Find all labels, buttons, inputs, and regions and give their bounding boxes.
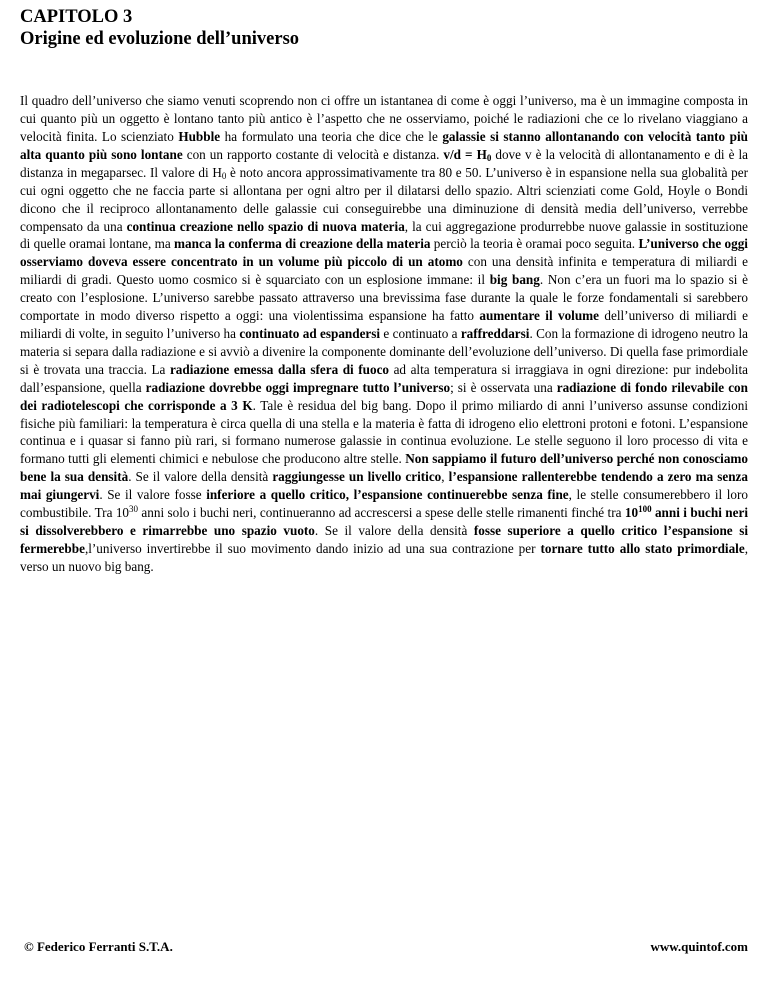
bold-run: raggiungesse un livello critico xyxy=(272,469,442,485)
text-run: è noto ancora approssimativamente tra 80 e 50. L’universo è in espansione nella sua globalità per cui ogni oggetto che ne faccia parte si allontana per ogni altro per il dilatarsi dello spazio. Altri scienziati come Gold, Hoyle o Bondi dicono che il reciproco allontanamento delle galassie cui conseguirebbe una diminuzione di densità media dell’universo, verrebbe compensato da una xyxy=(20,164,748,234)
text-run: ,l’universo invertirebbe il suo movimento dando inizio ad una sua contrazione per xyxy=(84,540,541,556)
text-run: . Con la formazione di idrogeno neutro la materia si separa dalla radiazione e si avviò a divenire la componente dominante dell’evoluzione dell’universo. Di quella fase primordiale si è trovata una traccia. La xyxy=(20,325,749,377)
text-run: ; si è osservata una xyxy=(450,379,557,395)
text-run: . Se il valore della densità xyxy=(314,522,474,538)
document-page xyxy=(20,0,748,994)
text-run: . Se il valore fosse xyxy=(99,487,207,503)
bold-run: l’espansione rallenterebbe tendendo a zero ma senza mai giungervi xyxy=(20,469,748,503)
bold-run: Non sappiamo il futuro dell’universo perché non conosciamo bene la sua densità xyxy=(20,451,748,485)
text-run: , xyxy=(441,469,449,485)
text-run: dell’universo di miliardi e miliardi di volte, in seguito l’universo ha xyxy=(20,308,748,341)
website-link[interactable]: www.quintof.com xyxy=(650,939,748,954)
text-run: Il quadro dell’universo che siamo venuti scoprendo non ci offre un istantanea di come è oggi l’universo, ma è un immagine composta in cui quanto più un oggetto è lontano tanto più antico è l’aspetto che ne osserviamo, poiché le radiazioni che ce lo rivelano viaggiano a velocità finita. Lo scienziato xyxy=(20,93,748,144)
text-run: . Se il valore della densità xyxy=(128,469,273,485)
bold-run: aumentare il volume xyxy=(479,308,600,324)
text-run: , la cui aggregazione produrrebbe nuove galassie in sostituzione di quelle oramai lontane, ma xyxy=(20,218,748,252)
text-run: , le stelle consumerebbero il loro combustibile. Tra 10 xyxy=(20,487,748,521)
text-run: con un rapporto costante di velocità e distanza. xyxy=(182,146,444,162)
bold-run: v/d = H xyxy=(443,146,487,162)
text-run: ha formulato una teoria che dice che le xyxy=(220,129,443,144)
bold-run: radiazione emessa dalla sfera di fuoco xyxy=(169,361,390,377)
bold-run: big bang xyxy=(489,272,540,288)
text-run: e continuato a xyxy=(380,325,461,341)
text-run: . Non c’era un fuori ma lo spazio si è creato con l’esplosione. L’universo sarebbe passato attraverso una brevissima fase durante la quale le forze fondamentali si sarebbero comportate in modo diverso rispetto a oggi: una violentissima espansione ha fatto xyxy=(20,272,748,324)
bold-run: raffreddarsi xyxy=(460,325,530,341)
text-run: perciò la teoria è oramai poco seguita. xyxy=(430,236,639,252)
bold-run: radiazione dovrebbe oggi impregnare tutto l’universo xyxy=(145,379,451,395)
superscript: 30 xyxy=(129,504,139,515)
subscript: 0 xyxy=(221,170,227,181)
subscript: 0 xyxy=(486,152,492,163)
body-paragraph xyxy=(20,92,748,575)
chapter-title: Origine ed evoluzione dell’universo xyxy=(20,29,300,49)
text-run: dove v è la velocità di allontanamento e di è la distanza in megaparsec. Il valore di H xyxy=(20,146,748,180)
text-run: ad alta temperatura si irraggiava in ogni direzione: pur indebolita dall’espansione, quella xyxy=(20,361,748,395)
bold-run: Hubble xyxy=(178,129,221,144)
chapter-header xyxy=(20,6,299,50)
bold-run: manca la conferma di creazione della materia xyxy=(174,236,431,252)
text-run: , verso un nuovo big bang. xyxy=(20,540,748,574)
bold-run: inferiore a quello critico, l’espansione continuerebbe senza fine xyxy=(206,487,569,503)
bold-run: anni i buchi neri si dissolverebbero e rimarrebbe uno spazio vuoto xyxy=(20,505,748,538)
copyright-notice: © Federico Ferranti S.T.A. xyxy=(24,939,173,954)
chapter-number: CAPITOLO 3 xyxy=(20,7,133,27)
superscript: 100 xyxy=(638,504,652,515)
bold-run: L’universo che oggi osserviamo doveva essere concentrato in un volume più piccolo di un atomo xyxy=(20,236,748,270)
bold-run: continua creazione nello spazio di nuova materia xyxy=(126,218,405,234)
bold-run: 10 xyxy=(624,505,639,521)
bold-run: radiazione di fondo rilevabile con dei radiotelescopi che corrisponde a 3 K xyxy=(20,379,748,413)
text-run: anni solo i buchi neri, continueranno ad accrescersi a spese delle stelle rimanenti finché tra xyxy=(138,505,625,521)
text-run: . Tale è residua del big bang. Dopo il primo miliardo di anni l’universo assunse condizioni fisiche più familiari: la temperatura è circa quella di una stella e la materia è fatta di idrogeno elio elettroni protoni e fotoni. L’espansione continua e i quasar si fanno più rari, si formano numerose galassie in continua evoluzione. Le stelle seguono il loro processo di vita e formano tutti gli elementi chimici e nebulose che producono altre stelle. xyxy=(20,397,748,467)
bold-run: galassie si stanno allontanando con velocità tanto più alta quanto più sono lontane xyxy=(20,129,748,162)
text-run: con una densità infinita e temperatura di miliardi e miliardi di gradi. Questo uomo cosmico si è squarciato con un esplosione immane: il xyxy=(20,254,748,288)
bold-run: tornare tutto allo stato primordiale xyxy=(540,540,745,556)
bold-run: continuato ad espandersi xyxy=(239,325,381,341)
bold-run: fosse superiore a quello critico l’espansione si fermerebbe xyxy=(20,522,748,556)
